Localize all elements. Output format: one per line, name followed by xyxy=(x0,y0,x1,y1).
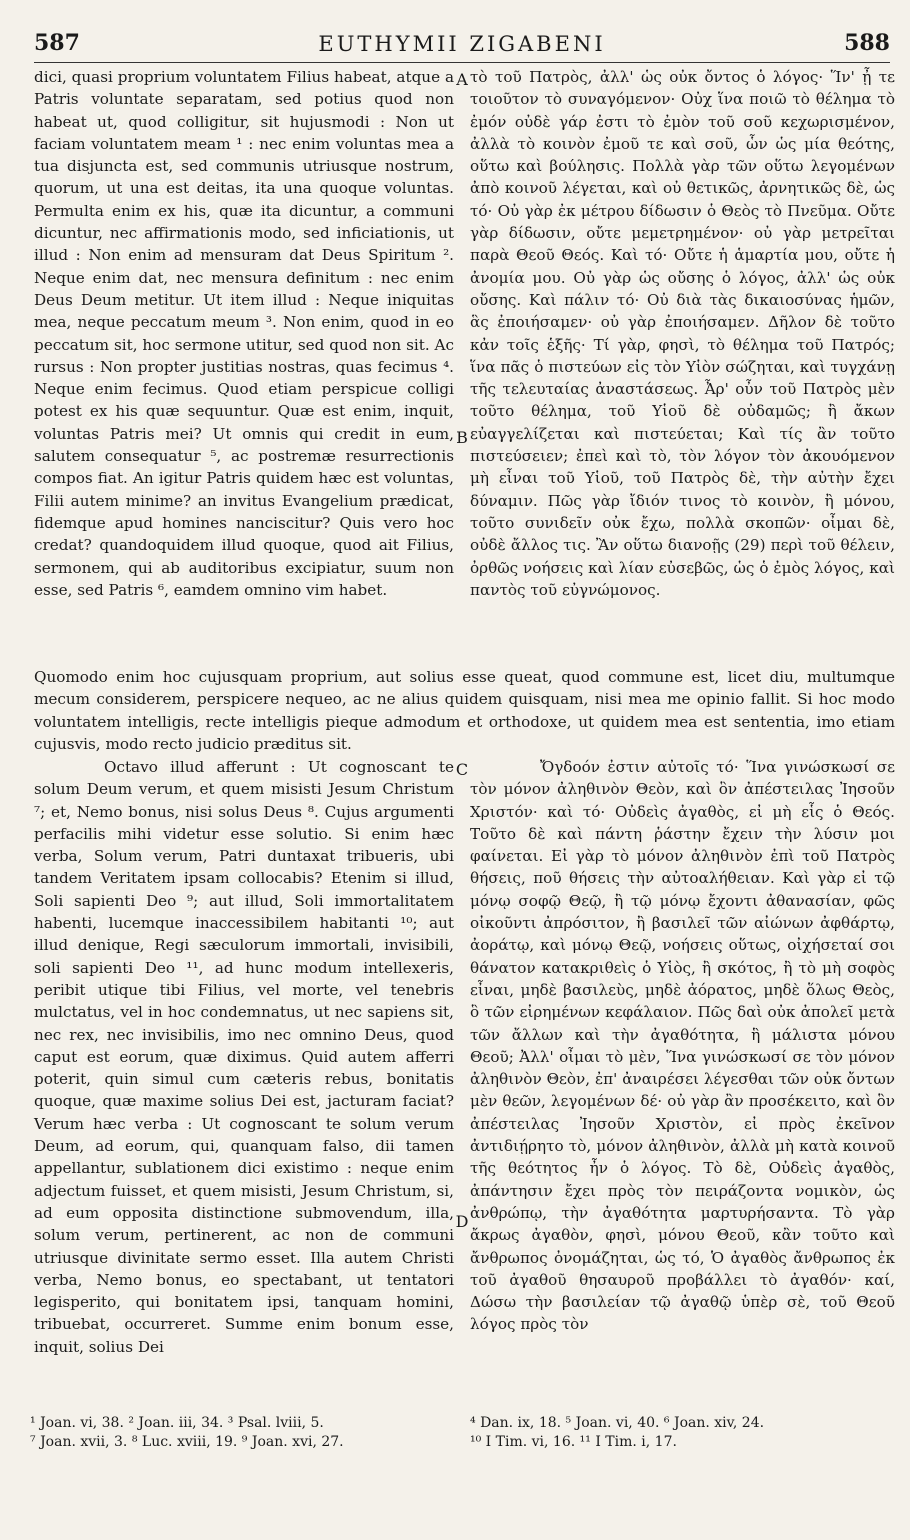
section-marker-c: C xyxy=(455,760,469,779)
latin-column-bottom xyxy=(34,756,454,1416)
latin-paragraph-octavo: Octavo illud afferunt : Ut cognoscant te solum Deum verum, et quem misisti Jesum Christum ⁷; et, Nemo bonus, nisi solus Deus ⁸. Cujus argumenti perfacilis mihi videtur esse solutio. Si enim hæc verba, Solum verum, Patri duntaxat tribueris, ubi tandem Veritatem ipsam collocabis? Etenim si illud, Soli sapienti Deo ⁹; aut illud, Soli immortalitatem habenti, lucemque inaccessibilem habitanti ¹⁰; aut illud denique, Regi sæculorum immortali, invisibili, soli sapienti Deo ¹¹, ad hunc modum intellexeris, peribit utique tibi Filius, vel morte, vel tenebris mulctatus, vel in hoc condemnatus, ut nec sapiens sit, nec rex, nec invisibilis, imo nec omnino Deus, quod caput est eorum, quæ diximus. Quid autem afferri poterit, quin simul cum cæteris rebus, bonitatis quoque, quæ maxime solius Dei est, jacturam faciat? Verum hæc verba : Ut cognoscant te solum verum Deum, ad eorum, qui, quanquam falso, dii tamen appellantur, sublationem dici existimo : neque enim adjectum fuisset, et quem misisti, Jesum Christum, si, ad eum opposita distinctione submovendum, illa, solum verum, pertinerent, ac non de communi utriusque divinitate sermo esset. Illa autem Christi verba, Nemo bonus, eo spectabant, ut tentatori legisperito, qui bonitatem ipsi, tanquam homini, tribuebat, occurreret. Summe enim bonum esse, inquit, solius Dei xyxy=(34,758,454,1356)
footnote-group: ¹⁰ I Tim. vi, 16. ¹¹ I Tim. i, 17. xyxy=(470,1434,677,1450)
page-header xyxy=(34,30,890,60)
greek-column-top xyxy=(470,66,895,668)
footnote-line xyxy=(30,1414,900,1433)
section-marker-d: D xyxy=(455,1212,469,1231)
latin-column-top xyxy=(34,66,454,668)
latin-continuation: Quomodo enim hoc cujusquam proprium, aut solius esse queat, quod commune est, licet diu, multumque mecum considerem, perspicere nequeo, ac ne alius quidem quisquam, nisi mea me opinio fallit. Si hoc modo voluntatem intelligis, recte intelligis pieque admodum et orthodoxe, ut quidem mea est sententia, imo etiam cujusvis, modo recto judicio præditus sit. xyxy=(34,668,895,753)
greek-paragraph: τὸ τοῦ Πατρὸς, ἀλλ' ὡς οὐκ ὄντος ὁ λόγος· Ἵν' ᾖ τε τοιοῦτον τὸ συναγόμενον· Οὐχ ἵνα ποιῶ τὸ θέλημα τὸ ἐμόν οὐδὲ γάρ ἐστι τὸ ἐμὸν τοῦ σοῦ κεχωρισμένον, ἀλλὰ τὸ κοινὸν ἐμοῦ τε καὶ σοῦ, ὧν ὡς μία θεότης, οὕτω καὶ βούλησις. Πολλὰ γὰρ τῶν οὕτω λεγομένων ἀπὸ κοινοῦ λέγεται, καὶ οὐ θετικῶς, ἀρνητικῶς δὲ, ὡς τό· Οὐ γὰρ ἐκ μέτρου δίδωσιν ὁ Θεὸς τὸ Πνεῦμα. Οὔτε γὰρ δίδωσιν, οὔτε μεμετρημένον· οὐ γὰρ μετρεῖται παρὰ Θεοῦ Θεός. Καὶ τό· Οὔτε ἡ ἁμαρτία μου, οὔτε ἡ ἀνομία μου. Οὐ γὰρ ὡς οὔσης ὁ λόγος, ἀλλ' ὡς οὐκ οὔσης. Καὶ πάλιν τό· Οὐ διὰ τὰς δικαιοσύνας ἡμῶν, ἃς ἐποιήσαμεν· οὐ γὰρ ἐποιήσαμεν. Δῆλον δὲ τοῦτο κἀν τοῖς ἑξῆς· Τί γὰρ, φησὶ, τὸ θέλημα τοῦ Πατρός; ἵνα πᾶς ὁ πιστεύων εἰς τὸν Υἱὸν σώζηται, καὶ τυγχάνῃ τῆς τελευταίας ἀναστάσεως. Ἆρ' οὖν τοῦ Πατρὸς μὲν τοῦτο θέλημα, τοῦ Υἱοῦ δὲ οὐδαμῶς; ἢ ἄκων εὐαγγελίζεται καὶ πιστεύεται; Καὶ τίς ἂν τοῦτο πιστεύσειεν; ἐπεὶ καὶ τὸ, τὸν λόγον τὸν ἀκουόμενον μὴ εἶναι τοῦ Υἱοῦ, τοῦ Πατρὸς δὲ, τὴν αὐτὴν ἔχει δύναμιν. Πῶς γὰρ ἴδιόν τινος τὸ κοινὸν, ἢ μόνου, τοῦτο συνιδεῖν οὐκ ἔχω, πολλὰ σκοπῶν· οἶμαι δὲ, οὐδὲ ἄλλος τις. Ἂν οὕτω διανοῇς (29) περὶ τοῦ θέλειν, ὀρθῶς νοήσεις καὶ λίαν εὐσεβῶς, ὡς ὁ ἐμὸς λόγος, καὶ παντὸς τοῦ εὐγνώμονος. xyxy=(470,68,895,599)
greek-paragraph-ogdoon: Ὄγδοόν ἐστιν αὐτοῖς τό· Ἵνα γινώσκωσί σε τὸν μόνον ἀληθινὸν Θεὸν, καὶ ὃν ἀπέστειλας Ἰησοῦν Χριστόν· καὶ τό· Οὐδεὶς ἀγαθὸς, εἰ μὴ εἷς ὁ Θεός. Τοῦτο δὲ καὶ πάντη ῥάστην ἔχειν τὴν λύσιν μοι φαίνεται. Εἰ γὰρ τὸ μόνον ἀληθινὸν ἐπὶ τοῦ Πατρὸς θήσεις, ποῦ θήσεις τὴν αὐτοαλήθειαν. Καὶ γὰρ εἰ τῷ μόνῳ σοφῷ Θεῷ, ἢ τῷ μόνῳ ἔχοντι ἀθανασίαν, φῶς οἰκοῦντι ἀπρόσιτον, ἢ βασιλεῖ τῶν αἰώνων ἀφθάρτῳ, ἀοράτῳ, καὶ μόνῳ Θεῷ, νοήσεις οὕτως, οἰχήσεταί σοι θάνατον κατακριθεὶς ὁ Υἱὸς, ἢ σκότος, ἢ τὸ μὴ σοφὸς εἶναι, μηδὲ βασιλεὺς, μηδὲ ἀόρατος, μηδὲ ὅλως Θεὸς, ὃ τῶν εἰρημένων κεφάλαιον. Πῶς δαὶ οὐκ ἀπολεῖ μετὰ τῶν ἄλλων καὶ τὴν ἀγαθότητα, ἣ μάλιστα μόνου Θεοῦ; Ἀλλ' οἶμαι τὸ μὲν, Ἵνα γινώσκωσί σε τὸν μόνον ἀληθινὸν Θεὸν, ἐπ' ἀναιρέσει λέγεσθαι τῶν οὐκ ὄντων μὲν θεῶν, λεγομένων δέ· οὐ γὰρ ἂν προσέκειτο, καὶ ὃν ἀπέστειλας Ἰησοῦν Χριστὸν, εἰ πρὸς ἐκεῖνον ἀντιδιῄρητο τὸ, μόνον ἀληθινὸν, ἀλλὰ μὴ κατὰ κοινοῦ τῆς θεότητος ἦν ὁ λόγος. Τὸ δὲ, Οὐδεὶς ἀγαθὸς, ἀπάντησιν ἔχει πρὸς τὸν πειράζοντα νομικὸν, ὡς ἀνθρώπῳ, τὴν ἀγαθότητα μαρτυρήσαντα. Τὸ γὰρ ἄκρως ἀγαθὸν, φησὶ, μόνου Θεοῦ, κἂν τοῦτο καὶ ἄνθρωπος ὀνομάζηται, ὡς τό, Ὁ ἀγαθὸς ἄνθρωπος ἐκ τοῦ ἀγαθοῦ θησαυροῦ προβάλλει τὸ ἀγαθόν· καί, Δώσω τὴν βασιλείαν τῷ ἀγαθῷ ὑπὲρ σὲ, τοῦ Θεοῦ λόγος πρὸς τὸν xyxy=(470,758,895,1334)
section-marker-a: A xyxy=(456,70,468,89)
latin-full-width-paragraph xyxy=(34,666,895,756)
footnote-group: ⁴ Dan. ix, 18. ⁵ Joan. vi, 40. ⁶ Joan. xiv, 24. xyxy=(470,1415,765,1431)
latin-paragraph: dici, quasi proprium voluntatem Filius habeat, atque a Patris voluntate separatam, sed potius quod non habeat ut, quod colligitur, sit hujusmodi : Non ut faciam voluntatem meam ¹ : nec enim voluntas mea a tua disjuncta est, sed communis utriusque nostrum, quorum, ut una est deitas, ita una quoque voluntas. Permulta enim ex his, quæ ita dicuntur, a communi dicuntur, nec affirmationis modo, sed inficiationis, ut illud : Non enim ad mensuram dat Deus Spiritum ². Neque enim dat, nec mensura definitum : nec enim Deus Deum metitur. Ut item illud : Neque iniquitas mea, neque peccatum meum ³. Non enim, quod in eo peccatum sit, hoc sermone utitur, sed quod non sit. Ac rursus : Non propter justitias nostras, quas fecimus ⁴. Neque enim fecimus. Quod etiam perspicue colligi potest ex his quæ sequuntur. Quæ est enim, inquit, voluntas Patris mei? Ut omnis qui credit in eum, salutem consequatur ⁵, ac postremæ resurrectionis compos fiat. An igitur Patris quidem hæc est voluntas, Filii autem minime? an invitus Evangelium prædicat, fidemque apud homines nanciscitur? Quis vero hoc credat? quandoquidem illud quoque, quod ait Filius, sermonem, qui ab auditoribus excipiatur, suum non esse, sed Patris ⁶, eamdem omnino vim habet. xyxy=(34,68,454,599)
greek-column-bottom xyxy=(470,756,895,1416)
footnote-group: ⁷ Joan. xvii, 3. ⁸ Luc. xviii, 19. ⁹ Joan. xvi, 27. xyxy=(30,1434,344,1450)
page-number-left: 587 xyxy=(34,30,80,56)
footnote-line xyxy=(30,1433,900,1452)
header-rule xyxy=(34,62,890,63)
footnotes xyxy=(30,1414,900,1452)
page-number-right: 588 xyxy=(844,30,890,56)
running-head: EUTHYMII ZIGABENI xyxy=(318,32,606,56)
footnote-group: ¹ Joan. vi, 38. ² Joan. iii, 34. ³ Psal. lviii, 5. xyxy=(30,1415,324,1431)
section-marker-b: B xyxy=(456,428,468,447)
